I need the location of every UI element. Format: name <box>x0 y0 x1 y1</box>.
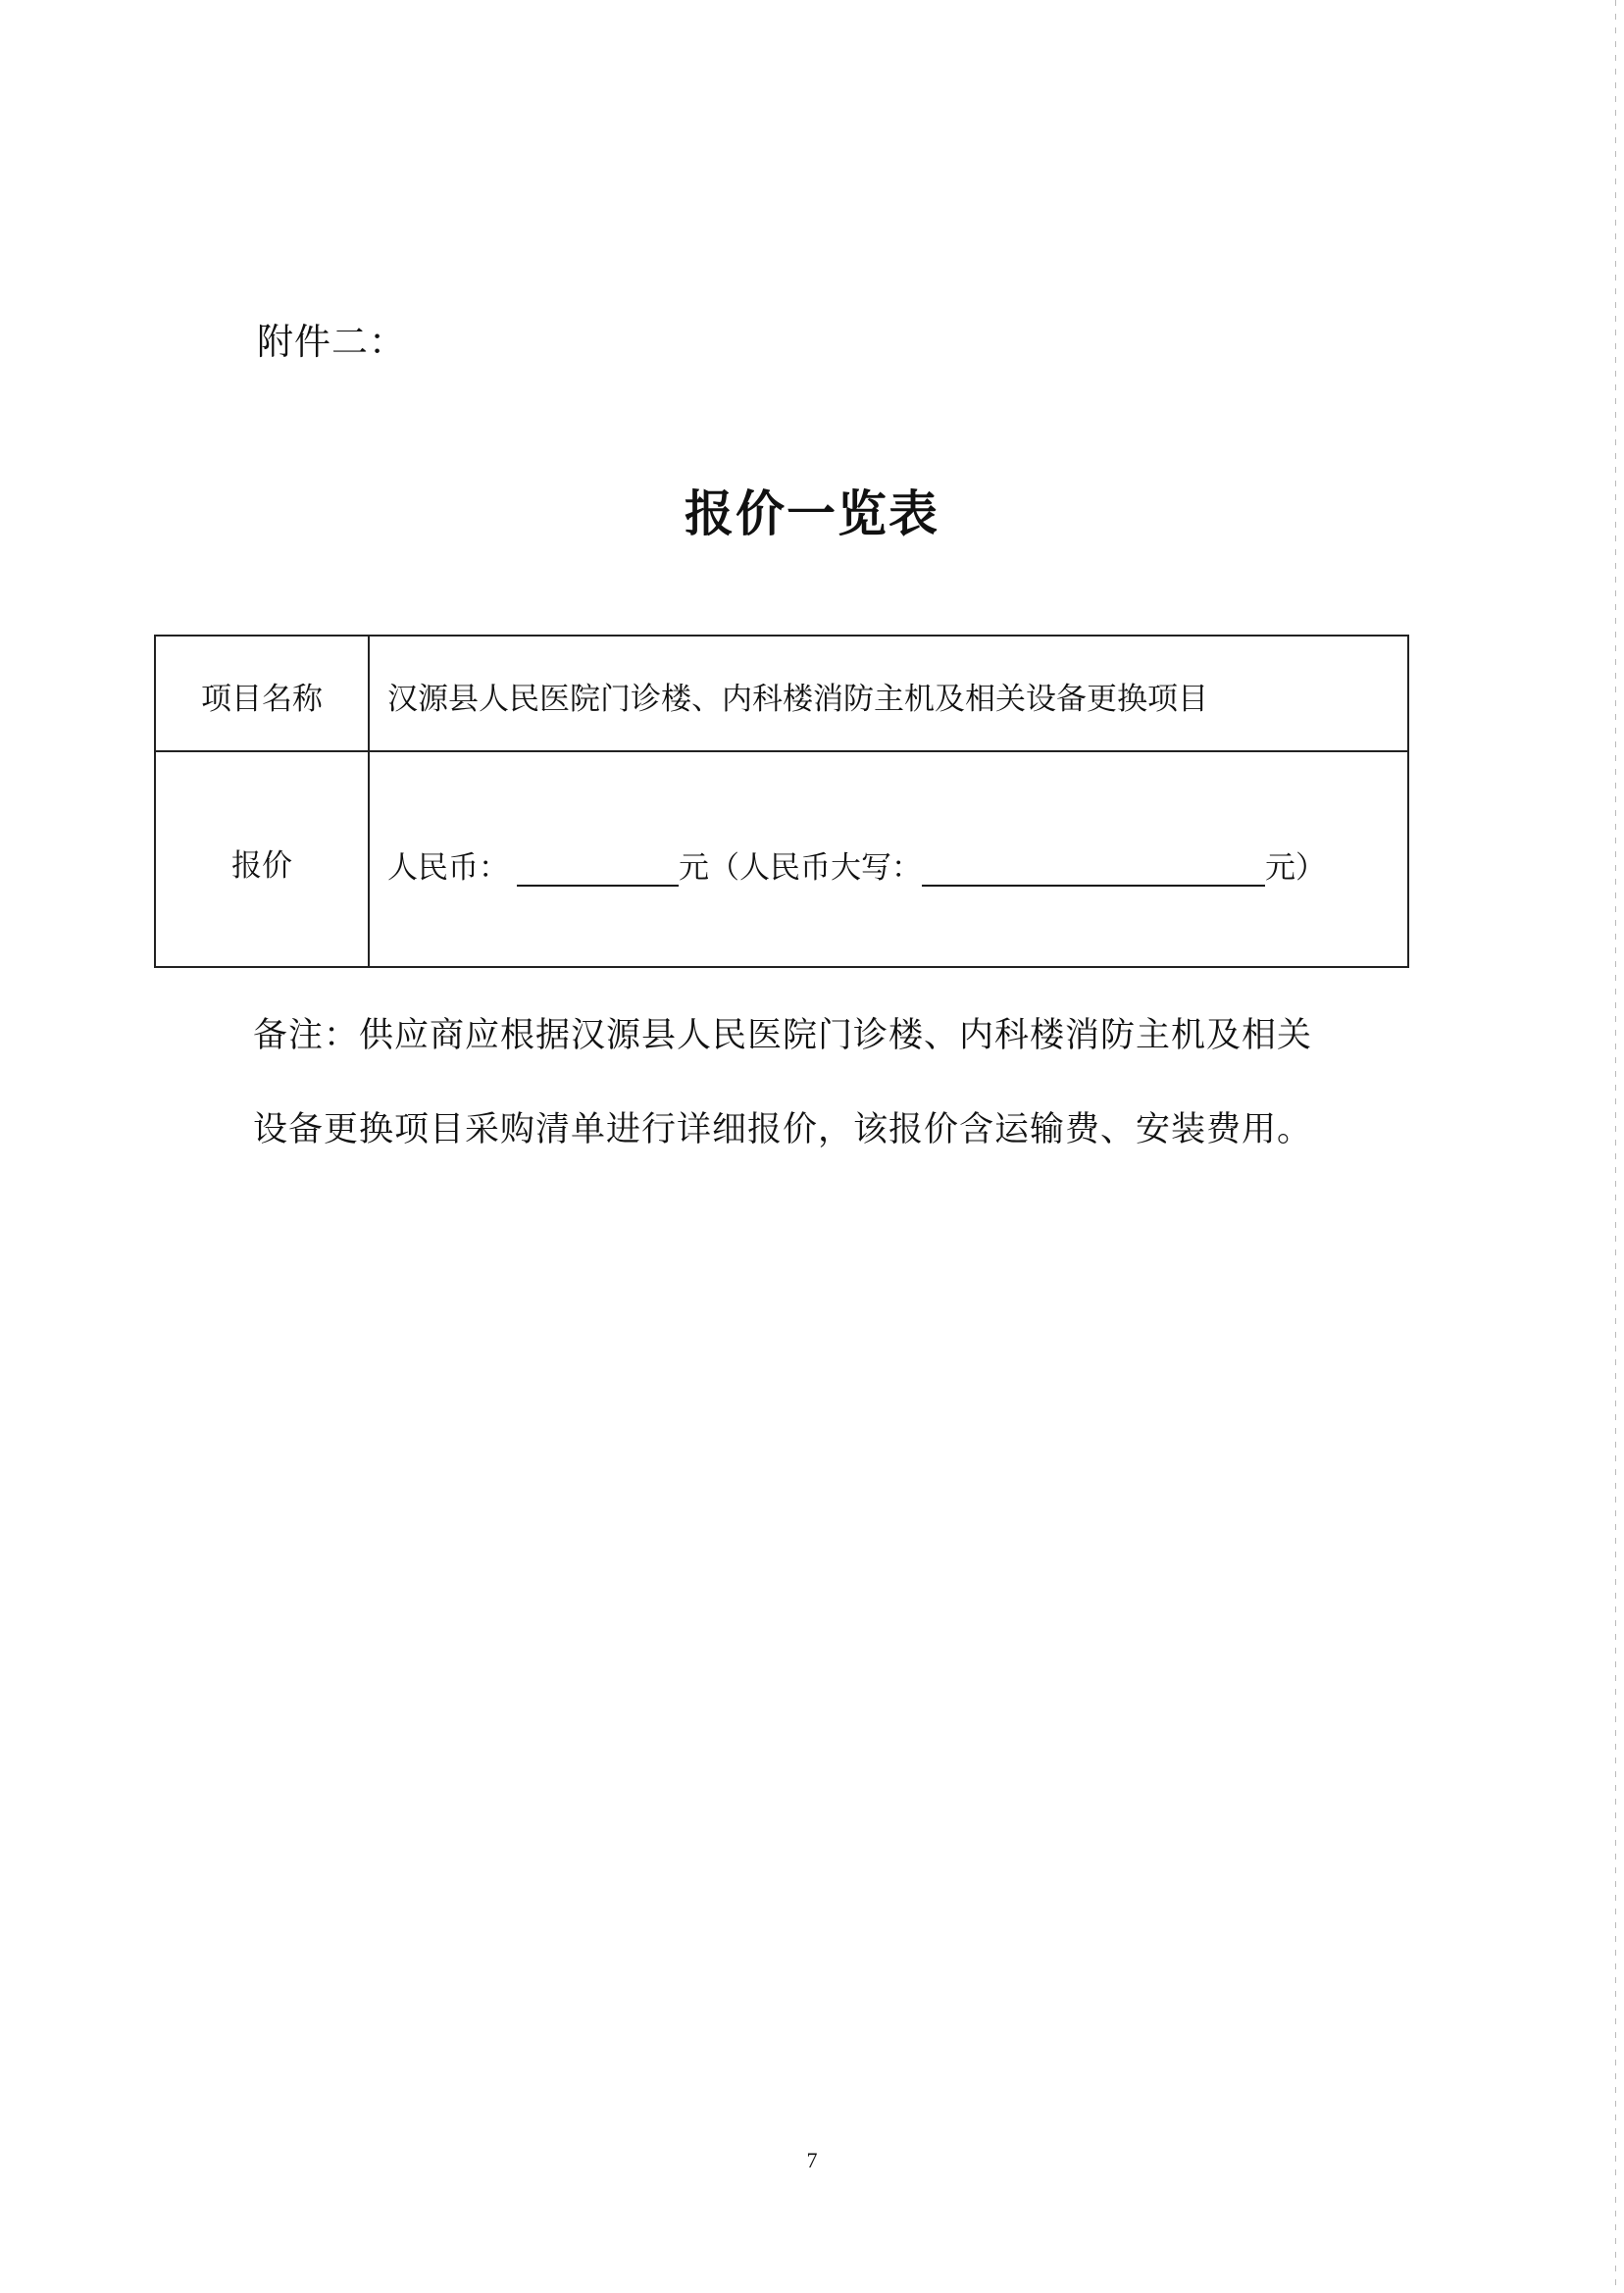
capital-amount-blank[interactable] <box>922 855 1265 887</box>
attachment-label: 附件二： <box>257 321 406 363</box>
quote-table <box>154 635 1409 968</box>
yuan-unit: 元 <box>679 850 709 886</box>
table-row-project-name <box>156 637 1407 752</box>
rmb-label: 人民币： <box>387 850 509 886</box>
rmb-amount-blank[interactable] <box>517 855 679 887</box>
notes-line-2: 设备更换项目采购清单进行详细报价，该报价含运输费、安装费用。 <box>253 1110 1313 1149</box>
project-name-label: 项目名称 <box>201 682 323 717</box>
scan-edge-mark <box>1615 0 1616 2293</box>
column-divider <box>368 637 370 750</box>
notes-paragraph <box>253 989 1400 1177</box>
quote-label: 报价 <box>231 848 292 884</box>
page-number: 7 <box>806 2148 818 2172</box>
capital-amount-end: 元） <box>1265 850 1326 886</box>
capital-amount-label: （人民币大写： <box>709 850 922 886</box>
notes-line-1: 备注：供应商应根据汉源县人民医院门诊楼、内科楼消防主机及相关 <box>253 1016 1313 1055</box>
page-title: 报价一览表 <box>685 485 939 542</box>
project-name-value: 汉源县人民医院门诊楼、内科楼消防主机及相关设备更换项目 <box>387 682 1208 717</box>
quote-value <box>387 842 1326 887</box>
table-row-quote <box>156 752 1407 968</box>
column-divider <box>368 752 370 968</box>
